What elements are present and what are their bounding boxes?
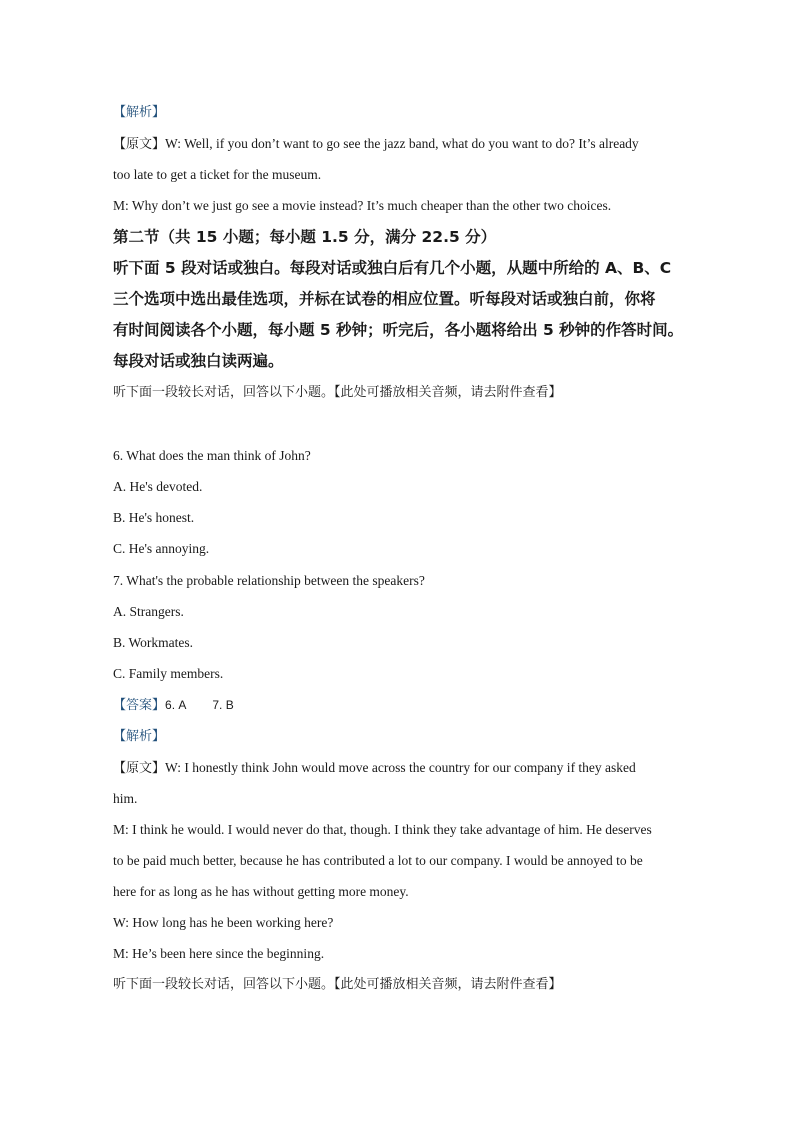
instruction-line: 三个选项中选出最佳选项，并标在试卷的相应位置。听每段对话或独白前，你将: [113, 290, 656, 308]
analysis-label: 【解析】: [113, 729, 166, 744]
transcript-line: him.: [113, 791, 138, 806]
answer-6: 6. A: [165, 698, 187, 712]
transcript-line: to be paid much better, because he has contributed a lot to our company. I would be annoyed to be: [113, 853, 643, 868]
analysis-label: 【解析】: [113, 105, 166, 120]
question-option: C. He's annoying.: [113, 541, 210, 556]
answer-label: 【答案】: [113, 698, 166, 713]
question-option: B. He's honest.: [113, 510, 195, 525]
question-option: C. Family members.: [113, 666, 224, 681]
instruction-line: 听下面 5 段对话或独白。每段对话或独白后有几个小题，从题中所给的 A、B、C: [113, 259, 672, 277]
transcript-line: M: Why don’t we just go see a movie instead? It’s much cheaper than the other two choices.: [113, 198, 612, 213]
transcript-line: M: He’s been here since the beginning.: [113, 946, 325, 961]
question-option: A. He's devoted.: [113, 479, 203, 494]
question-stem: 7. What's the probable relationship between the speakers?: [113, 573, 425, 588]
answer-7: 7. B: [212, 698, 234, 712]
question-stem: 6. What does the man think of John?: [113, 448, 311, 463]
instruction-line: 每段对话或独白读两遍。: [113, 352, 284, 370]
question-option: A. Strangers.: [113, 604, 184, 619]
transcript-line: [113, 135, 639, 154]
transcript-line: here for as long as he has without getting more money.: [113, 884, 409, 899]
answer-line: [113, 696, 234, 715]
transcript-text: W: Well, if you don’t want to go see the jazz band, what do you want to do? It’s already: [165, 136, 639, 151]
instruction-line: 有时间阅读各个小题，每小题 5 秒钟；听完后，各小题将给出 5 秒钟的作答时间。: [113, 321, 684, 339]
transcript-line: too late to get a ticket for the museum.: [113, 167, 322, 182]
listen-note: 听下面一段较长对话，回答以下小题。【此处可播放相关音频，请去附件查看】: [113, 977, 562, 992]
question-option: B. Workmates.: [113, 635, 194, 650]
transcript-text: W: I honestly think John would move across the country for our company if they asked: [165, 760, 636, 775]
transcript-line: M: I think he would. I would never do that, though. I think they take advantage of him. He deserves: [113, 822, 652, 837]
listen-note: 听下面一段较长对话，回答以下小题。【此处可播放相关音频，请去附件查看】: [113, 385, 562, 400]
transcript-line: [113, 759, 636, 778]
original-text-tag: 【原文】: [113, 761, 166, 776]
section-heading: 第二节（共 15 小题；每小题 1.5 分，满分 22.5 分）: [113, 228, 497, 246]
transcript-line: W: How long has he been working here?: [113, 915, 334, 930]
original-text-tag: 【原文】: [113, 137, 166, 152]
